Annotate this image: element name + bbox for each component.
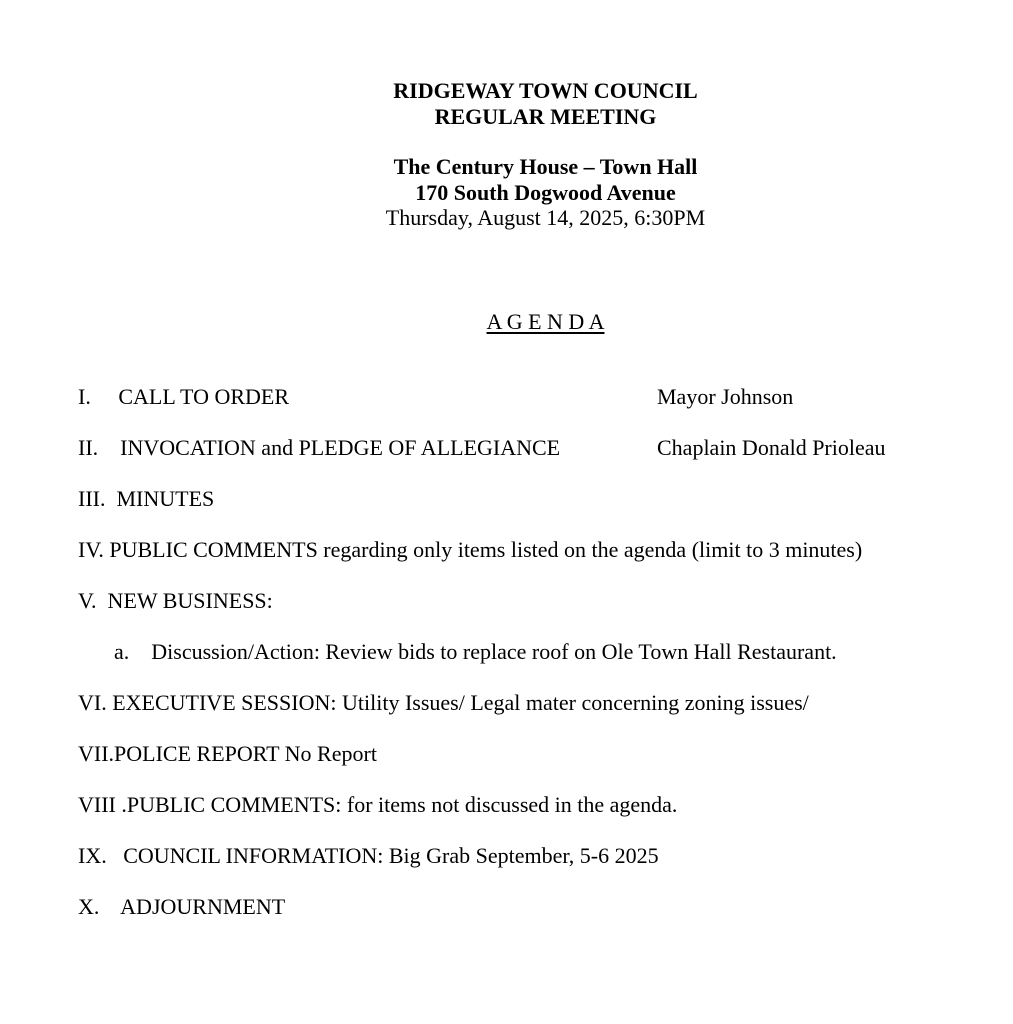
document-title-block [78, 78, 1013, 129]
agenda-item-text: X. ADJOURNMENT [78, 894, 286, 919]
agenda-item-text: II. INVOCATION and PLEDGE OF ALLEGIANCE [78, 435, 561, 460]
agenda-item-text: a. Discussion/Action: Review bids to replace roof on Ole Town Hall Restaurant. [114, 639, 837, 664]
agenda-item-text: I. CALL TO ORDER [78, 384, 290, 409]
venue-name: The Century House – Town Hall [393, 154, 698, 179]
agenda-item [78, 384, 1013, 409]
agenda-item [78, 588, 1013, 613]
agenda-item [78, 843, 1013, 868]
agenda-heading-wrap [78, 309, 1013, 335]
venue-address: 170 South Dogwood Avenue [415, 179, 676, 205]
agenda-item-assignee: Chaplain Donald Prioleau [657, 435, 886, 460]
agenda-item-assignee: Mayor Johnson [657, 384, 794, 409]
agenda-item [78, 894, 1013, 919]
agenda-item [78, 537, 1013, 562]
document-title-line2: REGULAR MEETING [434, 103, 657, 129]
agenda-item-text: VI. EXECUTIVE SESSION: Utility Issues/ Legal mater concerning zoning issues/ [78, 690, 809, 715]
agenda-item [78, 435, 1013, 460]
agenda-heading: A G E N D A [486, 308, 605, 334]
agenda-item-text: V. NEW BUSINESS: [78, 588, 273, 613]
agenda-item-text: IX. COUNCIL INFORMATION: Big Grab September, 5-6 2025 [78, 843, 659, 868]
agenda-item-text: III. MINUTES [78, 486, 215, 511]
agenda-item [78, 741, 1013, 766]
agenda-item-text: VIII .PUBLIC COMMENTS: for items not discussed in the agenda. [78, 792, 678, 817]
document-title-line1: RIDGEWAY TOWN COUNCIL [393, 78, 698, 103]
agenda-item [78, 486, 1013, 511]
agenda-item-list [78, 384, 1013, 919]
agenda-item-text: VII.POLICE REPORT No Report [78, 741, 377, 766]
agenda-item-text: IV. PUBLIC COMMENTS regarding only items listed on the agenda (limit to 3 minutes) [78, 537, 863, 562]
agenda-sub-item [114, 639, 1013, 664]
agenda-item [78, 690, 1013, 715]
venue-block [78, 154, 1013, 231]
meeting-datetime: Thursday, August 14, 2025, 6:30PM [385, 205, 706, 230]
agenda-item [78, 792, 1013, 817]
